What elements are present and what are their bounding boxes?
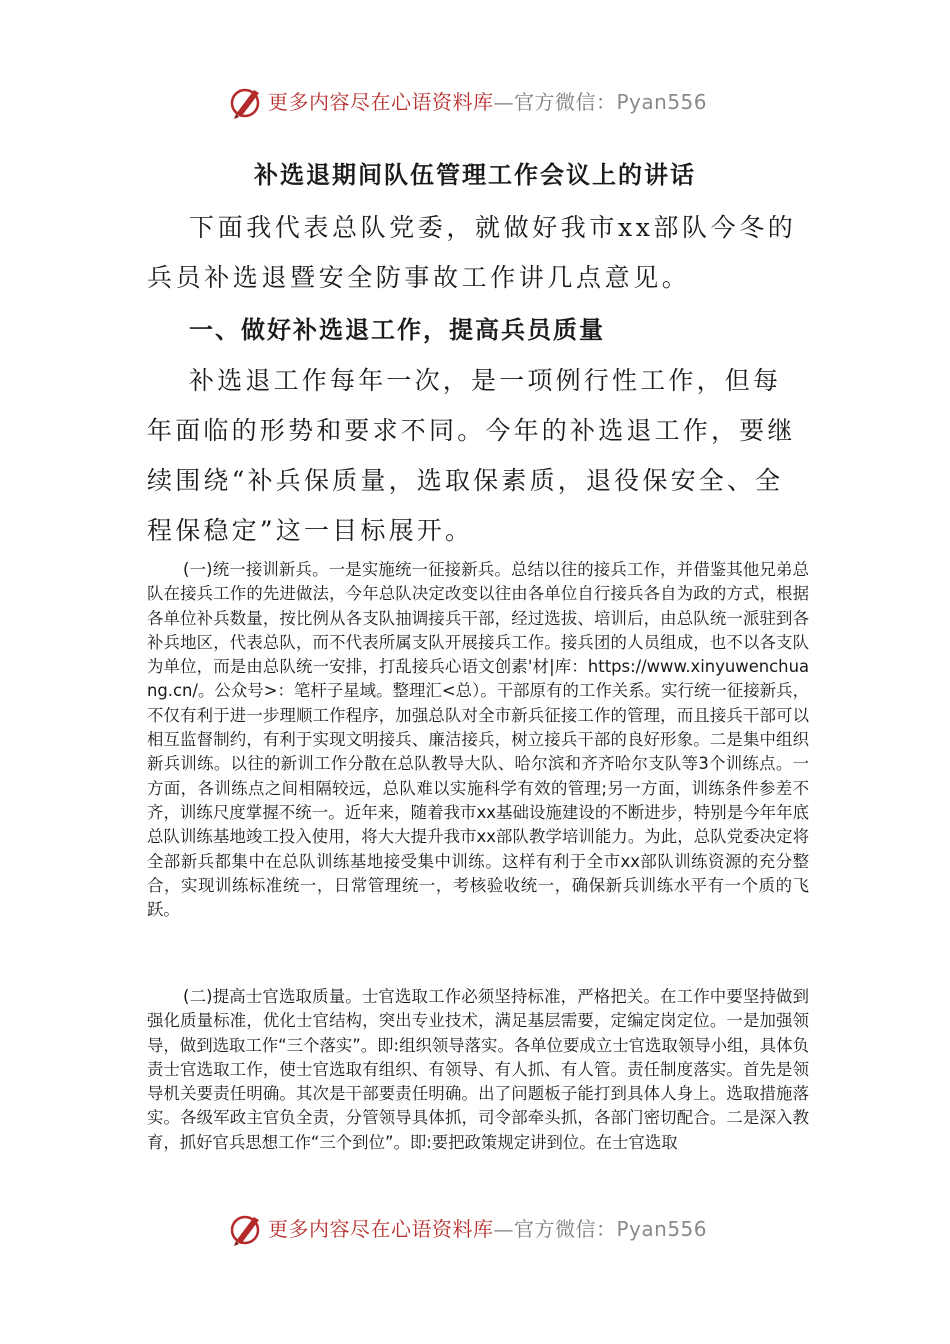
section-heading: 一、做好补选退工作，提高兵员质量: [189, 316, 605, 344]
document-title: 补选退期间队伍管理工作会议上的讲话: [254, 161, 696, 189]
pen-logo-icon: [228, 84, 264, 120]
subsection-paragraph-2: (二)提高士官选取质量。士官选取工作必须坚持标准，严格把关。在工作中要坚持做到强化质量标准，优化士官结构，突出专业技术，满足基层需要，定编定岗定位。一是加强领导，做到选取工作“三个落实”。即:组织领导落实。各单位要成立士官选取领导小组，具体负责士官选取工作，使士官选取有组织、有领导、有人抓、有人管。责任制度落实。首先是领导机关要责任明确。其次是干部要责任明确。出了问题板子能打到具体人身上。选取措施落实。各级军政主官负全责，分管领导具体抓，司令部牵头抓，各部门密切配合。二是深入教育，抓好官兵思想工作“三个到位”。即:要把政策规定讲到位。在士官选取: [147, 987, 809, 1152]
subsection-paragraph-1: (一)统一接训新兵。一是实施统一征接新兵。总结以往的接兵工作，并借鉴其他兄弟总队在接兵工作的先进做法，今年总队决定改变以往由各单位自行接兵各自为政的方式，根据各单位补兵数量，按比例从各支队抽调接兵干部，经过选拔、培训后，由总队统一派驻到各补兵地区，代表总队，而不代表所属支队开展接兵工作。接兵团的人员组成，也不以各支队为单位，而是由总队统一安排，打乱接兵心语文创素'材|库：https://www.xinyuwenchuang.cn/。公众号>：笔杆子星域。整理汇<总）。干部原有的工作关系。实行统一征接新兵，不仅有利于进一步理顺工作程序，加强总队对全市新兵征接工作的管理，而且接兵干部可以相互监督制约，有利于实现文明接兵、廉洁接兵，树立接兵干部的良好形象。二是集中组织新兵训练。以往的新训工作分散在总队教导大队、哈尔滨和齐齐哈尔支队等3个训练点。一方面，各训练点之间相隔较远，总队难以实施科学有效的管理;另一方面，训练条件参差不齐，训练尺度掌握不统一。近年来，随着我市xx基础设施建设的不断进步，特别是今年年底总队训练基地竣工投入使用，将大大提升我市xx部队教学培训能力。为此，总队党委决定将全部新兵都集中在总队训练基地接受集中训练。这样有利于全市xx部队训练资源的充分整合，实现训练标准统一，日常管理统一，考核验收统一，确保新兵训练水平有一个质的飞跃。: [147, 560, 809, 920]
intro-paragraph: 下面我代表总队党委，就做好我市xx部队今冬的兵员补选退暨安全防事故工作讲几点意见。: [147, 213, 797, 292]
header-banner: [0, 82, 950, 126]
section-paragraph: 补选退工作每年一次，是一项例行性工作，但每年面临的形势和要求不同。今年的补选退工作，要继续围绕“补兵保质量，选取保素质，退役保安全、全程保稳定”这一目标展开。: [147, 366, 796, 545]
pen-logo-icon: [228, 1211, 264, 1247]
banner-text: 更多内容尽在心语资料库—官方微信：Pyan556: [268, 90, 708, 114]
footer-banner: [0, 1209, 950, 1253]
banner-text: 更多内容尽在心语资料库—官方微信：Pyan556: [268, 1217, 708, 1241]
